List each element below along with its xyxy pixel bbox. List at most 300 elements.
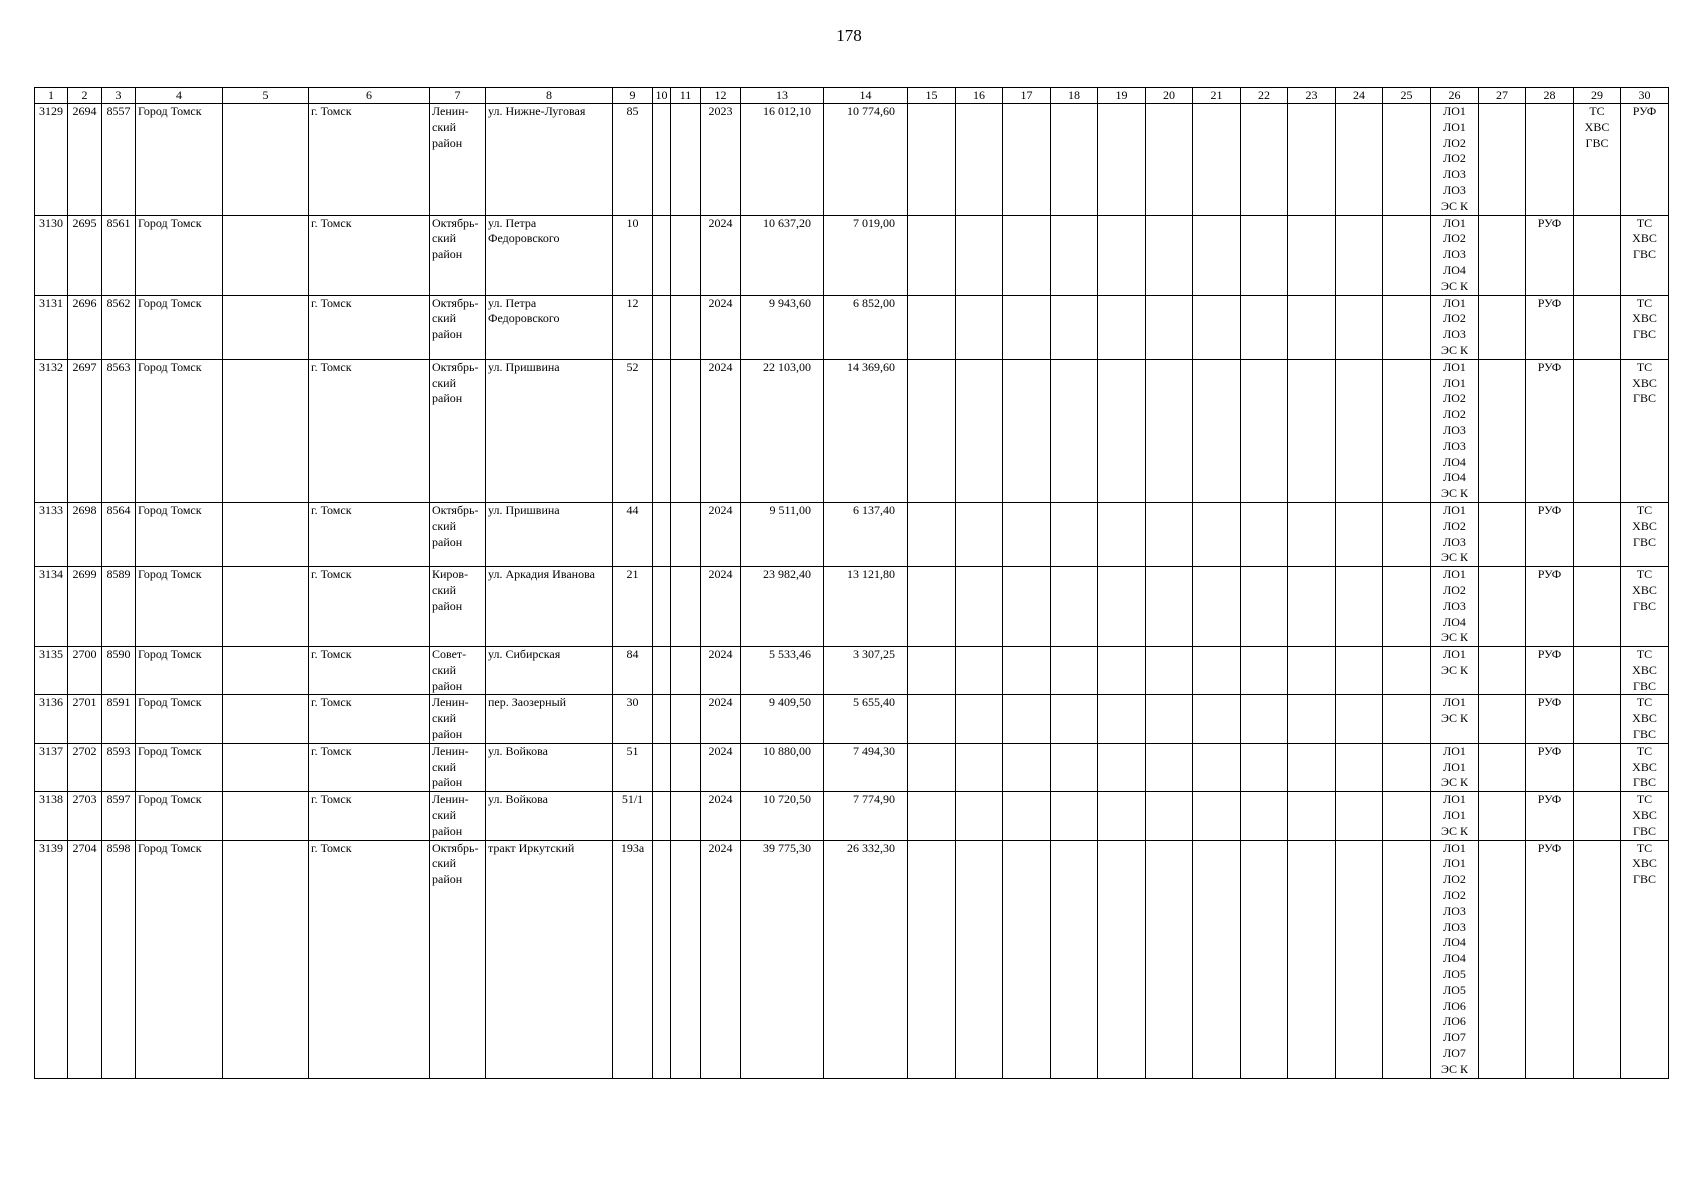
cell-col-4: Город Томск [136,502,223,566]
cell-col-22 [1241,295,1288,359]
cell-col-15 [908,695,956,743]
cell-col-27 [1479,104,1526,216]
cell-col-18 [1051,104,1098,216]
cell-col-14: 5 655,40 [824,695,908,743]
cell-col-21 [1193,502,1241,566]
cell-line: Октябрь- [432,295,479,310]
cell-col-16 [956,647,1003,695]
cell-col-19 [1098,502,1146,566]
cell-line: ЛО3 [1443,534,1466,549]
cell-col-9: 193а [613,840,653,1078]
table-row [35,295,1669,359]
cell-line: ЛО4 [1443,454,1466,469]
cell-col-8 [486,792,613,840]
cell-col-15 [908,840,956,1078]
cell-col-21 [1193,104,1241,216]
cell-line: Киров- [432,567,469,582]
cell-col-28 [1526,104,1574,216]
cell-line: район [432,872,463,887]
cell-line: ЛО2 [1443,391,1466,406]
cell-line: ЛО1 [1443,215,1466,230]
cell-col-11 [671,502,701,566]
cell-col-26 [1431,502,1479,566]
cell-col-28 [1526,647,1574,695]
table-row [35,567,1669,647]
cell-line: ХВС [1584,119,1610,134]
cell-line: ЛО1 [1443,502,1466,517]
cell-col-9: 10 [613,215,653,295]
cell-col-12: 2023 [701,104,741,216]
cell-col-6: г. Томск [309,743,430,791]
table-row [35,792,1669,840]
cell-col-4: Город Томск [136,567,223,647]
cell-line: ЛО1 [1443,119,1466,134]
cell-col-14: 14 369,60 [824,359,908,502]
cell-col-28 [1526,359,1574,502]
cell-line: ЭС К [1441,486,1468,501]
cell-col-14: 10 774,60 [824,104,908,216]
cell-col-4: Город Томск [136,215,223,295]
cell-col-27 [1479,647,1526,695]
cell-col-8 [486,567,613,647]
cell-col-23 [1288,743,1336,791]
cell-line: ЛО2 [1443,518,1466,533]
cell-line: РУФ [1537,215,1562,230]
cell-line: ул. Сибирская [488,647,561,662]
cell-line: ЭС К [1441,662,1468,677]
cell-col-25 [1383,359,1431,502]
cell-line: ТС [1636,743,1653,758]
cell-col-1: 3137 [35,743,68,791]
cell-col-19 [1098,695,1146,743]
column-number-12: 12 [701,88,741,104]
cell-col-30 [1621,743,1669,791]
cell-col-23 [1288,695,1336,743]
cell-col-26 [1431,792,1479,840]
cell-col-9: 12 [613,295,653,359]
cell-line: ЛО1 [1443,359,1466,374]
cell-col-29 [1574,295,1621,359]
cell-col-2: 2700 [68,647,102,695]
cell-line: ЛО1 [1443,743,1466,758]
cell-col-11 [671,567,701,647]
column-number-19: 19 [1098,88,1146,104]
cell-line: район [432,391,463,406]
cell-line: ЛО3 [1443,247,1466,262]
cell-col-22 [1241,647,1288,695]
column-number-29: 29 [1574,88,1621,104]
cell-col-6: г. Томск [309,567,430,647]
cell-col-18 [1051,840,1098,1078]
cell-col-28 [1526,567,1574,647]
cell-col-1: 3130 [35,215,68,295]
cell-col-1: 3139 [35,840,68,1078]
cell-col-6: г. Томск [309,647,430,695]
cell-col-24 [1336,502,1383,566]
cell-line: ЭС К [1441,550,1468,565]
cell-col-18 [1051,743,1098,791]
cell-col-26 [1431,295,1479,359]
cell-line: ЛО5 [1443,982,1466,997]
page-number: 178 [836,26,862,45]
cell-col-28 [1526,743,1574,791]
cell-col-12: 2024 [701,695,741,743]
table-row [35,215,1669,295]
cell-line: ТС [1636,567,1653,582]
cell-col-10 [653,840,671,1078]
cell-line: ЛО1 [1443,295,1466,310]
cell-line: Ленин- [432,743,469,758]
cell-col-7 [430,502,486,566]
cell-col-21 [1193,215,1241,295]
cell-col-2: 2697 [68,359,102,502]
cell-line: ский [432,582,456,597]
cell-col-3: 8591 [102,695,136,743]
cell-col-14: 7 494,30 [824,743,908,791]
cell-col-15 [908,215,956,295]
cell-col-4: Город Томск [136,840,223,1078]
cell-col-14: 7 774,90 [824,792,908,840]
cell-col-20 [1146,840,1193,1078]
cell-col-17 [1003,792,1051,840]
cell-col-20 [1146,295,1193,359]
cell-line: ЛО1 [1443,840,1466,855]
cell-line: ЛО3 [1443,167,1466,182]
cell-col-29 [1574,647,1621,695]
cell-col-8 [486,104,613,216]
cell-col-6: г. Томск [309,502,430,566]
cell-col-10 [653,215,671,295]
cell-line: ский [432,808,456,823]
cell-col-17 [1003,104,1051,216]
cell-col-3: 8562 [102,295,136,359]
cell-col-26 [1431,215,1479,295]
column-number-7: 7 [430,88,486,104]
cell-col-4: Город Томск [136,792,223,840]
cell-col-22 [1241,502,1288,566]
cell-col-19 [1098,647,1146,695]
cell-line: ский [432,375,456,390]
cell-line: район [432,727,463,742]
cell-col-7 [430,695,486,743]
cell-line: район [432,327,463,342]
cell-col-1: 3131 [35,295,68,359]
cell-col-15 [908,104,956,216]
column-number-2: 2 [68,88,102,104]
cell-col-7 [430,567,486,647]
cell-col-1: 3129 [35,104,68,216]
cell-line: ТС [1636,359,1653,374]
cell-col-24 [1336,695,1383,743]
cell-col-21 [1193,567,1241,647]
cell-col-13: 23 982,40 [741,567,824,647]
cell-col-12: 2024 [701,840,741,1078]
column-number-22: 22 [1241,88,1288,104]
cell-col-30 [1621,359,1669,502]
table-row [35,359,1669,502]
cell-col-30 [1621,792,1669,840]
cell-col-25 [1383,502,1431,566]
cell-col-14: 7 019,00 [824,215,908,295]
cell-line: ЛО5 [1443,967,1466,982]
cell-col-3: 8564 [102,502,136,566]
cell-line: ТС [1636,840,1653,855]
cell-col-14: 3 307,25 [824,647,908,695]
cell-col-7 [430,743,486,791]
cell-col-19 [1098,215,1146,295]
cell-col-24 [1336,840,1383,1078]
cell-col-5 [223,502,309,566]
table-row [35,104,1669,216]
cell-col-17 [1003,567,1051,647]
cell-line: район [432,534,463,549]
cell-col-30 [1621,295,1669,359]
cell-line: ский [432,711,456,726]
table-row [35,502,1669,566]
cell-col-18 [1051,647,1098,695]
cell-line: РУФ [1537,295,1562,310]
cell-col-2: 2701 [68,695,102,743]
cell-col-13: 10 720,50 [741,792,824,840]
cell-col-7 [430,359,486,502]
cell-col-10 [653,647,671,695]
cell-col-2: 2704 [68,840,102,1078]
cell-col-27 [1479,743,1526,791]
cell-line: Октябрь- [432,502,479,517]
cell-line: ГВС [1585,135,1609,150]
cell-line: ТС [1636,502,1653,517]
cell-col-26 [1431,647,1479,695]
cell-col-3: 8561 [102,215,136,295]
cell-col-9: 51/1 [613,792,653,840]
register-table [34,87,1669,1079]
cell-col-10 [653,359,671,502]
cell-col-10 [653,792,671,840]
cell-line: ЛО3 [1443,919,1466,934]
cell-col-2: 2698 [68,502,102,566]
cell-col-27 [1479,359,1526,502]
column-number-24: 24 [1336,88,1383,104]
cell-col-19 [1098,104,1146,216]
column-number-18: 18 [1051,88,1098,104]
cell-line: Ленин- [432,104,469,118]
cell-col-15 [908,567,956,647]
table-row [35,647,1669,695]
cell-col-10 [653,743,671,791]
cell-col-22 [1241,840,1288,1078]
cell-line: ГВС [1633,823,1656,838]
cell-col-5 [223,104,309,216]
cell-col-25 [1383,743,1431,791]
column-number-30: 30 [1621,88,1669,104]
cell-col-8 [486,359,613,502]
cell-line: Октябрь- [432,359,479,374]
cell-col-23 [1288,295,1336,359]
cell-col-1: 3135 [35,647,68,695]
cell-col-3: 8597 [102,792,136,840]
cell-col-6: г. Томск [309,359,430,502]
cell-line: ГВС [1633,598,1656,613]
column-number-26: 26 [1431,88,1479,104]
cell-col-19 [1098,743,1146,791]
cell-col-3: 8563 [102,359,136,502]
cell-col-28 [1526,695,1574,743]
cell-col-23 [1288,840,1336,1078]
cell-line: Октябрь- [432,215,479,230]
cell-line: ХВС [1632,711,1657,726]
cell-col-13: 10 880,00 [741,743,824,791]
cell-col-6: г. Томск [309,215,430,295]
cell-col-27 [1479,502,1526,566]
cell-col-18 [1051,792,1098,840]
cell-col-14: 13 121,80 [824,567,908,647]
cell-col-2: 2699 [68,567,102,647]
cell-col-6: г. Томск [309,695,430,743]
cell-col-16 [956,840,1003,1078]
column-number-row [35,88,1669,104]
column-number-15: 15 [908,88,956,104]
column-number-17: 17 [1003,88,1051,104]
cell-line: ЛО2 [1443,582,1466,597]
cell-col-24 [1336,359,1383,502]
cell-col-12: 2024 [701,215,741,295]
cell-line: ЛО2 [1443,888,1466,903]
cell-line: ХВС [1632,518,1657,533]
cell-line: ЛО2 [1443,135,1466,150]
cell-col-30 [1621,567,1669,647]
cell-col-3: 8590 [102,647,136,695]
cell-col-21 [1193,695,1241,743]
cell-col-3: 8598 [102,840,136,1078]
cell-col-24 [1336,215,1383,295]
cell-line: ЛО1 [1443,567,1466,582]
cell-col-19 [1098,295,1146,359]
column-number-23: 23 [1288,88,1336,104]
cell-col-3: 8593 [102,743,136,791]
cell-line: ский [432,231,456,246]
cell-line: ский [432,119,456,134]
cell-col-19 [1098,792,1146,840]
cell-col-28 [1526,840,1574,1078]
cell-col-23 [1288,647,1336,695]
cell-col-25 [1383,840,1431,1078]
cell-col-25 [1383,695,1431,743]
cell-col-6: г. Томск [309,792,430,840]
cell-line: ГВС [1633,872,1656,887]
cell-line: РУФ [1537,743,1562,758]
cell-col-3: 8557 [102,104,136,216]
cell-line: Совет- [432,647,467,662]
cell-col-11 [671,359,701,502]
cell-col-15 [908,502,956,566]
cell-col-12: 2024 [701,502,741,566]
cell-col-2: 2702 [68,743,102,791]
cell-line: ГВС [1633,391,1656,406]
cell-col-20 [1146,695,1193,743]
cell-col-27 [1479,695,1526,743]
cell-col-22 [1241,359,1288,502]
cell-col-24 [1336,295,1383,359]
cell-col-22 [1241,567,1288,647]
cell-col-9: 85 [613,104,653,216]
cell-col-11 [671,840,701,1078]
cell-col-9: 21 [613,567,653,647]
cell-col-1: 3136 [35,695,68,743]
cell-col-18 [1051,359,1098,502]
cell-line: ГВС [1633,327,1656,342]
cell-col-8 [486,502,613,566]
cell-line: ЛО6 [1443,998,1466,1013]
cell-line: ЛО2 [1443,151,1466,166]
cell-col-16 [956,502,1003,566]
cell-line: ЭС К [1441,198,1468,213]
cell-col-14: 6 852,00 [824,295,908,359]
cell-col-23 [1288,567,1336,647]
cell-line: ЭС К [1441,278,1468,293]
cell-col-21 [1193,743,1241,791]
cell-col-30 [1621,215,1669,295]
cell-col-14: 6 137,40 [824,502,908,566]
cell-col-13: 9 511,00 [741,502,824,566]
cell-col-29 [1574,104,1621,216]
cell-col-20 [1146,502,1193,566]
cell-col-11 [671,792,701,840]
cell-col-6: г. Томск [309,840,430,1078]
cell-col-5 [223,567,309,647]
cell-col-10 [653,695,671,743]
cell-col-13: 22 103,00 [741,359,824,502]
cell-col-17 [1003,695,1051,743]
cell-line: ул. Петра [488,215,537,230]
cell-col-20 [1146,743,1193,791]
table-row [35,840,1669,1078]
cell-col-26 [1431,104,1479,216]
cell-line: РУФ [1537,567,1562,582]
cell-col-29 [1574,792,1621,840]
cell-line: ЛО1 [1443,375,1466,390]
cell-col-4: Город Томск [136,743,223,791]
cell-line: ТС [1636,215,1653,230]
cell-line: РУФ [1537,647,1562,662]
cell-col-20 [1146,359,1193,502]
cell-col-16 [956,215,1003,295]
cell-col-30 [1621,502,1669,566]
column-number-1: 1 [35,88,68,104]
cell-col-16 [956,295,1003,359]
cell-col-26 [1431,567,1479,647]
cell-col-22 [1241,792,1288,840]
cell-col-1: 3133 [35,502,68,566]
cell-col-26 [1431,743,1479,791]
cell-line: ГВС [1633,534,1656,549]
cell-col-18 [1051,695,1098,743]
cell-col-12: 2024 [701,647,741,695]
cell-col-16 [956,359,1003,502]
cell-col-21 [1193,647,1241,695]
cell-col-25 [1383,104,1431,216]
cell-col-5 [223,647,309,695]
cell-line: ХВС [1632,231,1657,246]
cell-col-26 [1431,695,1479,743]
cell-line: ЭС К [1441,711,1468,726]
cell-col-30 [1621,647,1669,695]
cell-line: ЛО6 [1443,1014,1466,1029]
cell-col-20 [1146,215,1193,295]
cell-line: район [432,678,463,693]
cell-col-17 [1003,295,1051,359]
cell-line: ХВС [1632,311,1657,326]
cell-col-17 [1003,502,1051,566]
